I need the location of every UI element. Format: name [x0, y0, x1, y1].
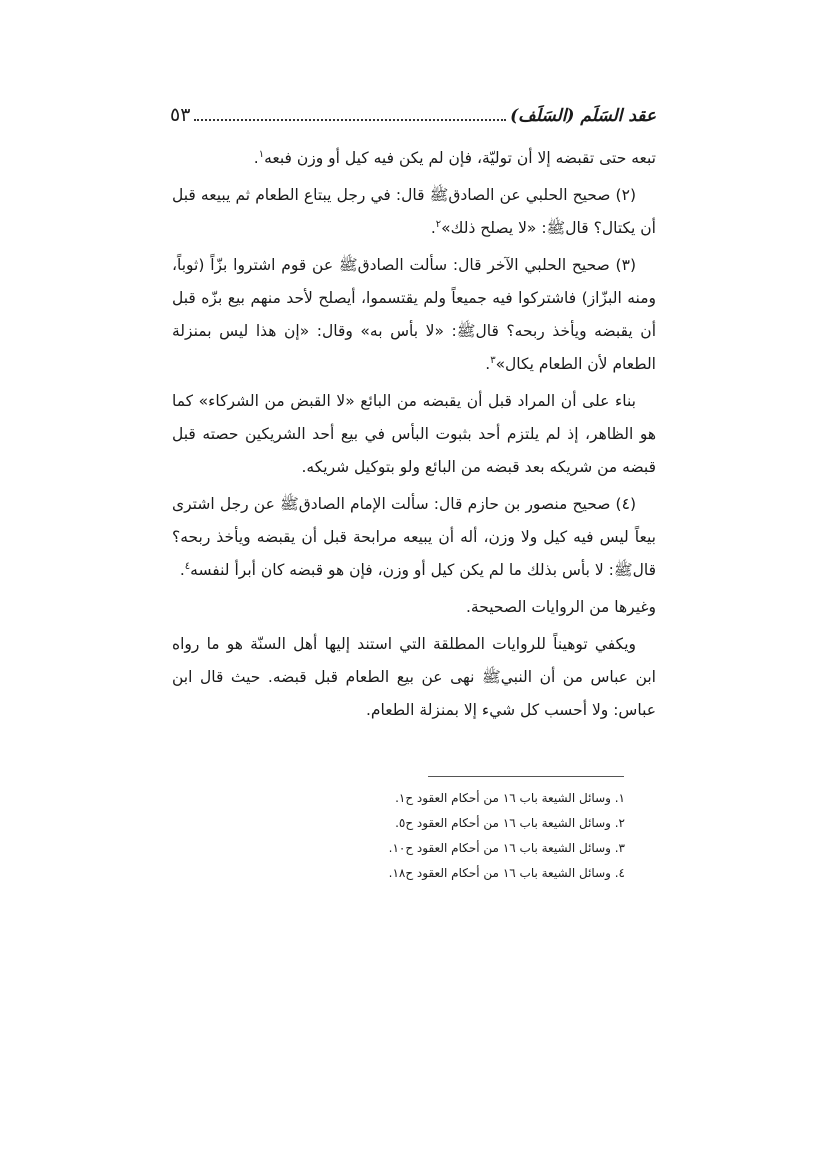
header-title: عقد السَلَم (السَلَف): [510, 106, 656, 126]
paragraph-3: (٣) صحيح الحلبي الآخر قال: سألت الصادقﷺ عن قوم اشتروا بزّاً (ثوباً، ومنه البزّاز) فاشتركوا فيه جميعاً ولم يقتسموا، أيصلح لأحد منهم بيع بزّه قبل أن يقبضه ويأخذ ربحه؟ قالﷺ: «لا بأس به» وقال: «إن هذا ليس بمنزلة الطعام لأن الطعام يكال»$^٣$.: [172, 256, 656, 373]
paragraph-4: بناء على أن المراد قبل أن يقبضه من البائع «لا القبض من الشركاء» كما هو الظاهر، إذ لم يلتزم أحد بثبوت البأس في بيع أحد الشريكين حصته قبل قبضه من شريكه بعد قبضه من البائع ولو بتوكيل شريكه.: [172, 392, 656, 476]
footnote-2: ٢. وسائل الشيعة باب ١٦ من أحكام العقود ح٥.: [395, 816, 625, 830]
footnote-ref-3[interactable]: ٣: [490, 354, 496, 366]
page-number: ٥٣: [170, 104, 191, 126]
footnote-ref-2[interactable]: ٢: [435, 218, 442, 230]
footnote-4: ٤. وسائل الشيعة باب ١٦ من أحكام العقود ح١٨.: [388, 866, 625, 880]
footnote-1: ١. وسائل الشيعة باب ١٦ من أحكام العقود ح١.: [395, 791, 625, 805]
paragraph-5: (٤) صحيح منصور بن حازم قال: سألت الإمام الصادقﷺ عن رجل اشترى بيعاً ليس فيه كيل ولا وزن، أله أن يبيعه مرابحة قبل أن يقبضه ويأخذ ربحه؟ قالﷺ: لا بأس بذلك ما لم يكن كيل أو وزن، فإن هو قبضه كان أبرأ لنفسه$^٤$.: [172, 495, 656, 579]
footnote-3: ٣. وسائل الشيعة باب ١٦ من أحكام العقود ح١٠.: [388, 841, 625, 855]
header-dotted-leader: [194, 118, 506, 121]
footnote-separator: [428, 776, 624, 777]
footnotes: [300, 786, 625, 886]
main-text: [172, 142, 656, 731]
paragraph-7: ويكفي توهيناً للروايات المطلقة التي استند إليها أهل السنّة هو ما رواه ابن عباس من أن النبيﷺ نهى عن بيع الطعام قبل قبضه. حيث قال ابن عباس: ولا أحسب كل شيء إلا بمنزلة الطعام.: [172, 635, 656, 719]
footnote-ref-4[interactable]: ٤: [184, 560, 191, 572]
footnote-ref-1[interactable]: ١: [258, 148, 265, 160]
paragraph-2: (٢) صحيح الحلبي عن الصادقﷺ قال: في رجل يبتاع الطعام ثم يبيعه قبل أن يكتال؟ قالﷺ: «لا يصلح ذلك»$^٢$.: [172, 186, 656, 237]
paragraph-1: تبعه حتى تقبضه إلا أن توليّة، فإن لم يكن فيه كيل أو وزن فبعه$^١$.: [253, 148, 656, 167]
paragraph-6: وغيرها من الروايات الصحيحة.: [466, 598, 656, 616]
running-header: [170, 92, 656, 126]
